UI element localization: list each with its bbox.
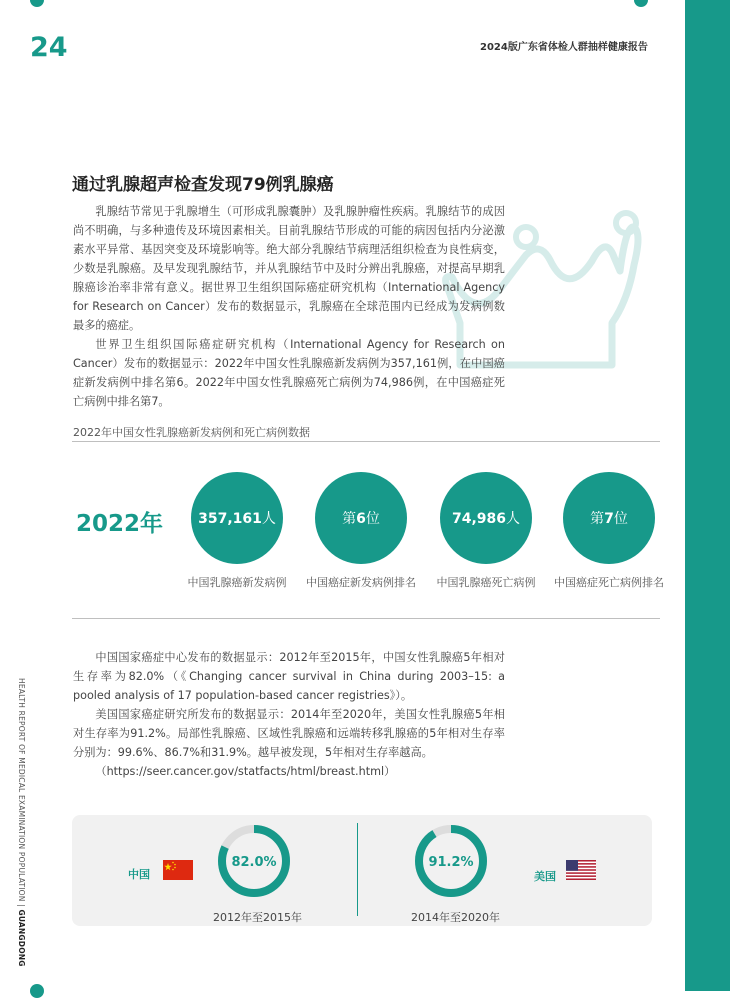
survival-comparison-panel [72,815,652,926]
stat-unit: 人 [261,511,276,527]
stat-label: 中国乳腺癌新发病例 [187,576,287,589]
survival-text [73,648,505,781]
stat-label: 中国癌症死亡病例排名 [554,576,664,589]
donut-chart-china [216,823,292,899]
vertical-report-label [17,678,26,967]
intro-paragraph: 世界卫生组织国际癌症研究机构（International Agency for Research on Cancer）发布的数据显示：2022年中国女性乳腺癌新发病例为357,161例，在中国癌症新发病例中排名第6。2022年中国女性乳腺癌死亡病例为74,986例，在中国癌症死亡病例中排名第7。 [73,338,505,408]
intro-text [73,202,505,411]
corner-dot [30,0,44,7]
vertical-label-location: GUANGDONG [17,909,26,967]
side-color-band [685,0,730,991]
stat-unit: 位 [613,511,628,527]
stat-label: 中国乳腺癌死亡病例 [436,576,536,589]
corner-dot [634,0,648,7]
survival-paragraph: 中国国家癌症中心发布的数据显示：2012年至2015年，中国女性乳腺癌5年相对生存率为82.0%（《Changing cancer survival in China during 2003–15: a pooled analysis of 17 population-based cancer registries》）。 [73,651,505,702]
survival-paragraph: 美国国家癌症研究所发布的数据显示：2014年至2020年，美国女性乳腺癌5年相对生存率为91.2%。局部性乳腺癌、区域性乳腺癌和远端转移乳腺癌的5年相对生存率分别为：99.6%、86.7%和31.9%。越早被发现，5年相对生存率越高。 [73,708,505,759]
country-label-usa: 美国 [534,870,556,883]
stat-label: 中国癌症新发病例排名 [306,576,416,589]
stat-circle-death-rank [563,472,655,564]
donut-percent-label: 91.2% [428,855,474,870]
stat-circle-new-rank [315,472,407,564]
source-link[interactable]: （https://seer.cancer.gov/statfacts/html/breast.html） [95,765,396,778]
stat-value: 74,986 [451,511,507,527]
donut-chart-usa [413,823,489,899]
panel-divider [357,823,358,916]
usa-flag-icon [566,860,596,880]
stat-prefix: 第 [342,511,357,527]
stat-value: 6 [356,511,366,527]
intro-paragraph: 乳腺结节常见于乳腺增生（可形成乳腺囊肿）及乳腺肿瘤性疾病。乳腺结节的成因尚不明确，与多种遗传及环境因素相关。目前乳腺结节形成的可能的病因包括内分泌激素水平异常、基因突变及环境影响等。绝大部分乳腺结节病理活组织检查为良性病变，少数是乳腺癌。及早发现乳腺结节，并从乳腺结节中及时分辨出乳腺癌，对提高早期乳腺癌诊治率非常有意义。据世界卫生组织国际癌症研究机构（International Agency for Research on Cancer）发布的数据显示，乳腺癌在全球范围内已经成为发病例数最多的癌症。 [73,205,505,332]
divider-line [72,441,660,442]
china-flag-icon [163,860,193,880]
report-title: 2024版广东省体检人群抽样健康报告 [480,42,648,53]
stat-unit: 位 [365,511,380,527]
divider-line [72,618,660,619]
period-label-usa: 2014年至2020年 [411,911,500,924]
corner-dot [30,984,44,998]
period-label-china: 2012年至2015年 [213,911,302,924]
stats-year: 2022年 [76,511,164,537]
stat-prefix: 第 [590,511,605,527]
stat-value: 7 [604,511,614,527]
vertical-label-text: HEALTH REPORT OF MEDICAL EXAMINATION POPULATION [17,678,26,902]
stat-circle-new-cases [191,472,283,564]
vertical-label-separator: | [17,904,26,907]
page-number: 24 [30,32,68,63]
section-title: 通过乳腺超声检查发现79例乳腺癌 [72,175,334,195]
donut-percent-label: 82.0% [231,855,277,870]
stats-caption: 2022年中国女性乳腺癌新发病例和死亡病例数据 [73,426,310,439]
stat-value: 357,161 [198,511,262,527]
stat-circle-deaths [440,472,532,564]
country-label-china: 中国 [128,868,150,881]
stat-unit: 人 [506,511,521,527]
